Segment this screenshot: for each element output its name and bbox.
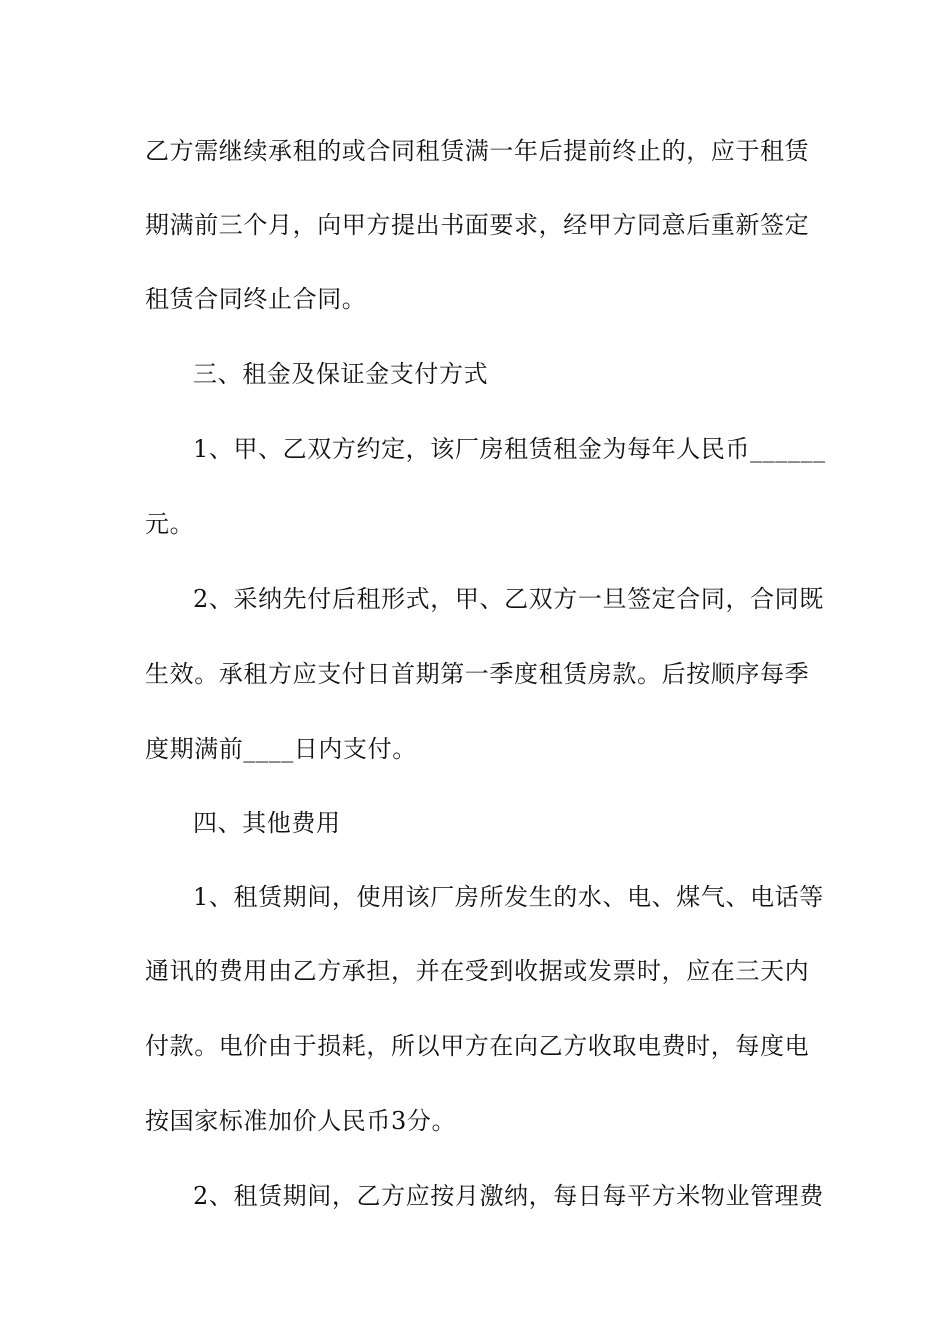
section-heading: 四、其他费用 xyxy=(193,809,341,837)
paragraph-line: 1、租赁期间，使用该厂房所发生的水、电、煤气、电话等 xyxy=(193,883,824,911)
paragraph-line: 1、甲、乙双方约定，该厂房租赁租金为每年人民币______ xyxy=(193,435,826,463)
paragraph-line: 通讯的费用由乙方承担，并在受到收据或发票时，应在三天内 xyxy=(145,957,810,985)
paragraph-line: 2、租赁期间，乙方应按月激纳，每日每平方米物业管理费 xyxy=(193,1182,824,1210)
paragraph-line: 租赁合同终止合同。 xyxy=(145,285,367,313)
paragraph-line: 度期满前____日内支付。 xyxy=(145,735,417,763)
paragraph-line: 期满前三个月，向甲方提出书面要求，经甲方同意后重新签定 xyxy=(145,211,810,239)
paragraph-line: 按国家标准加价人民币3分。 xyxy=(145,1107,457,1135)
paragraph-line: 元。 xyxy=(145,510,195,538)
paragraph-line: 生效。承租方应支付日首期第一季度租赁房款。后按顺序每季 xyxy=(145,660,810,688)
paragraph-line: 付款。电价由于损耗，所以甲方在向乙方收取电费时，每度电 xyxy=(145,1032,810,1060)
paragraph-line: 乙方需继续承租的或合同租赁满一年后提前终止的，应于租赁 xyxy=(145,137,810,165)
section-heading: 三、租金及保证金支付方式 xyxy=(193,360,489,388)
paragraph-line: 2、采纳先付后租形式，甲、乙双方一旦签定合同，合同既 xyxy=(193,585,824,613)
